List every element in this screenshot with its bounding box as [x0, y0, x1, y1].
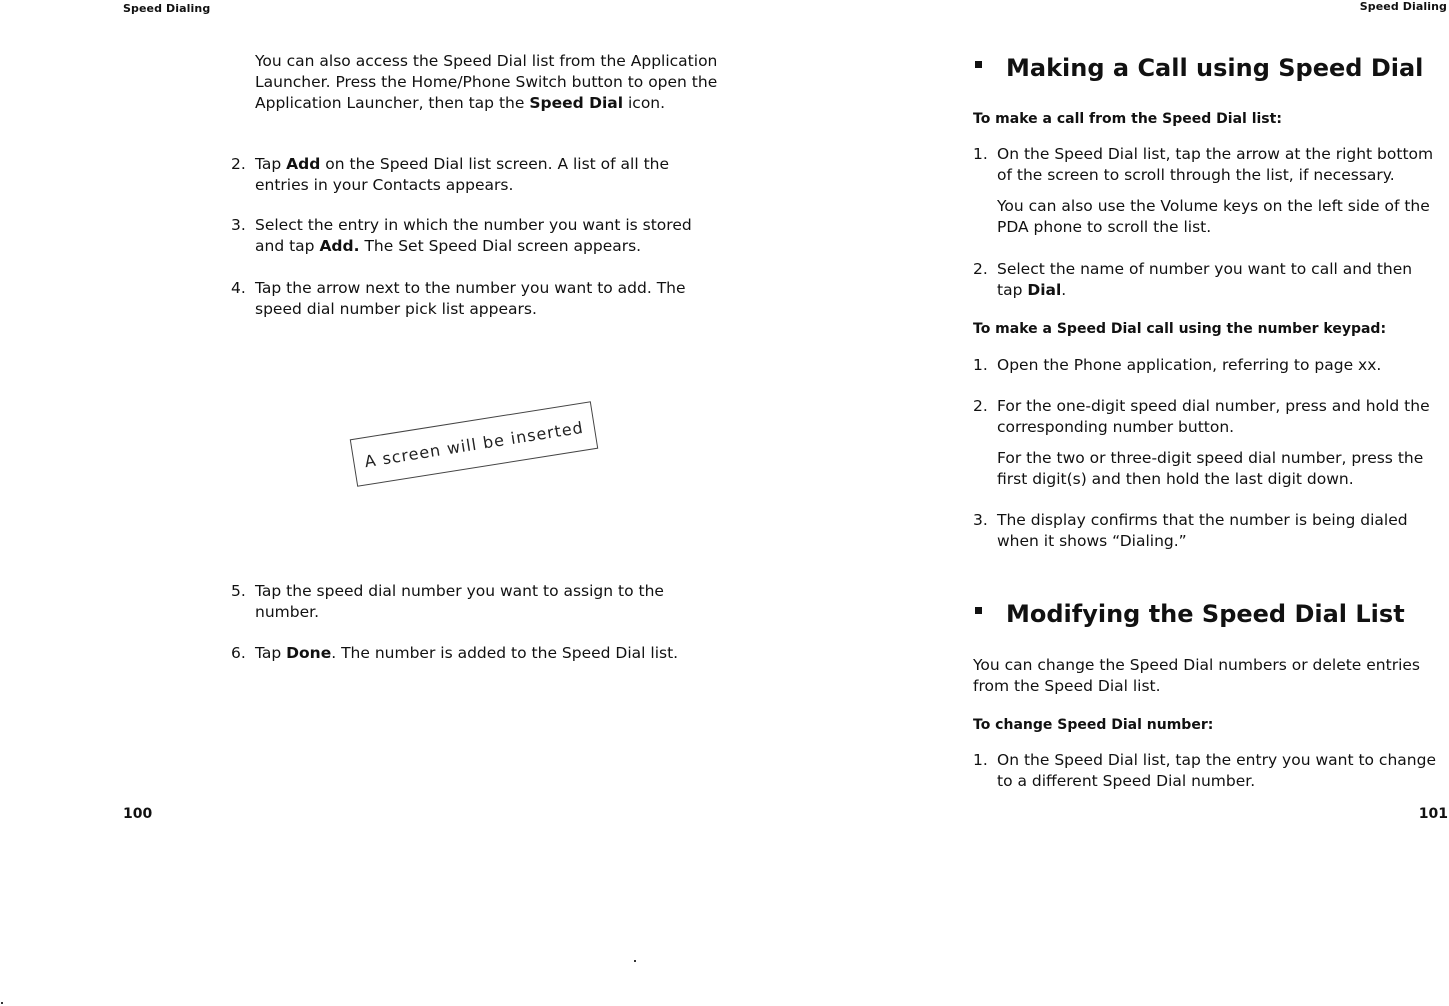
- step-text: Tap the arrow next to the number you want to add. The speed dial number pick list appears.: [255, 279, 686, 318]
- subheading: To make a Speed Dial call using the number keypad:: [973, 321, 1387, 337]
- step-number: 1.: [973, 751, 988, 769]
- step-text: On the Speed Dial list, tap the entry you want to change to a different Speed Dial number.: [997, 751, 1436, 790]
- step-note: For the two or three-digit speed dial number, press the first digit(s) and then hold the last digit down.: [997, 449, 1424, 488]
- step-text-end: . The number is added to the Speed Dial list.: [331, 644, 679, 662]
- step-text: Tap the speed dial number you want to assign to the number.: [255, 582, 664, 621]
- step-text: Tap: [255, 155, 287, 173]
- step-bold: Add.: [319, 237, 360, 255]
- step-bold: Done: [286, 644, 332, 662]
- step-text: On the Speed Dial list, tap the arrow at the right bottom of the screen to scroll through the list, if necessary.: [997, 145, 1434, 184]
- page-number-left: 100: [123, 806, 153, 822]
- intro-text-end: icon.: [623, 94, 666, 112]
- running-head-left: Speed Dialing: [123, 2, 211, 15]
- section-intro: [973, 655, 1423, 697]
- subheading: To change Speed Dial number:: [973, 717, 1214, 733]
- step-text: Tap: [255, 644, 287, 662]
- section-intro-text: You can change the Speed Dial numbers or delete entries from the Speed Dial list.: [973, 656, 1421, 695]
- scan-speck: [634, 960, 636, 962]
- section-title-text: Making a Call using Speed Dial: [1006, 54, 1424, 82]
- subheading: To make a call from the Speed Dial list:: [973, 111, 1282, 127]
- screen-placeholder: A screen will be inserted: [350, 401, 599, 487]
- section-title-making-call: [975, 53, 1423, 83]
- intro-paragraph: [255, 51, 725, 114]
- scan-speck: [1, 1002, 3, 1004]
- page-number-right: 101: [1418, 806, 1448, 822]
- running-head-right: Speed Dialing: [1359, 0, 1447, 13]
- step-number: 5.: [231, 582, 246, 600]
- step-text: Select the name of number you want to call and then tap: [997, 260, 1413, 299]
- square-bullet-icon: [975, 607, 982, 614]
- step-number: 2.: [973, 397, 988, 415]
- step-number: 2.: [231, 155, 246, 173]
- step-text: For the one-digit speed dial number, press and hold the corresponding number button.: [997, 397, 1430, 436]
- step-bold: Dial: [1027, 281, 1062, 299]
- square-bullet-icon: [975, 61, 982, 68]
- step-number: 4.: [231, 279, 246, 297]
- step-text-end: on the Speed Dial list screen. A list of all the entries in your Contacts appears.: [255, 155, 670, 194]
- intro-bold: Speed Dial: [529, 94, 624, 112]
- step-text-end: The Set Speed Dial screen appears.: [359, 237, 642, 255]
- step-number: 1.: [973, 145, 988, 163]
- step-number: 6.: [231, 644, 246, 662]
- step-text-end: .: [1061, 281, 1067, 299]
- step-number: 2.: [973, 260, 988, 278]
- step-number: 1.: [973, 356, 988, 374]
- step-note: You can also use the Volume keys on the left side of the PDA phone to scroll the list.: [997, 197, 1430, 236]
- intro-text: You can also access the Speed Dial list from the Application Launcher. Press the Home/Phone Switch button to open the Application Launcher, then tap the: [255, 52, 718, 112]
- step-bold: Add: [286, 155, 321, 173]
- section-title-modifying: [975, 599, 1405, 629]
- section-title-text: Modifying the Speed Dial List: [1006, 600, 1405, 628]
- step-text: Select the entry in which the number you want is stored and tap: [255, 216, 692, 255]
- step-text: Open the Phone application, referring to page xx.: [997, 356, 1382, 374]
- step-text: The display confirms that the number is being dialed when it shows “Dialing.”: [997, 511, 1408, 550]
- step-number: 3.: [973, 511, 988, 529]
- step-number: 3.: [231, 216, 246, 234]
